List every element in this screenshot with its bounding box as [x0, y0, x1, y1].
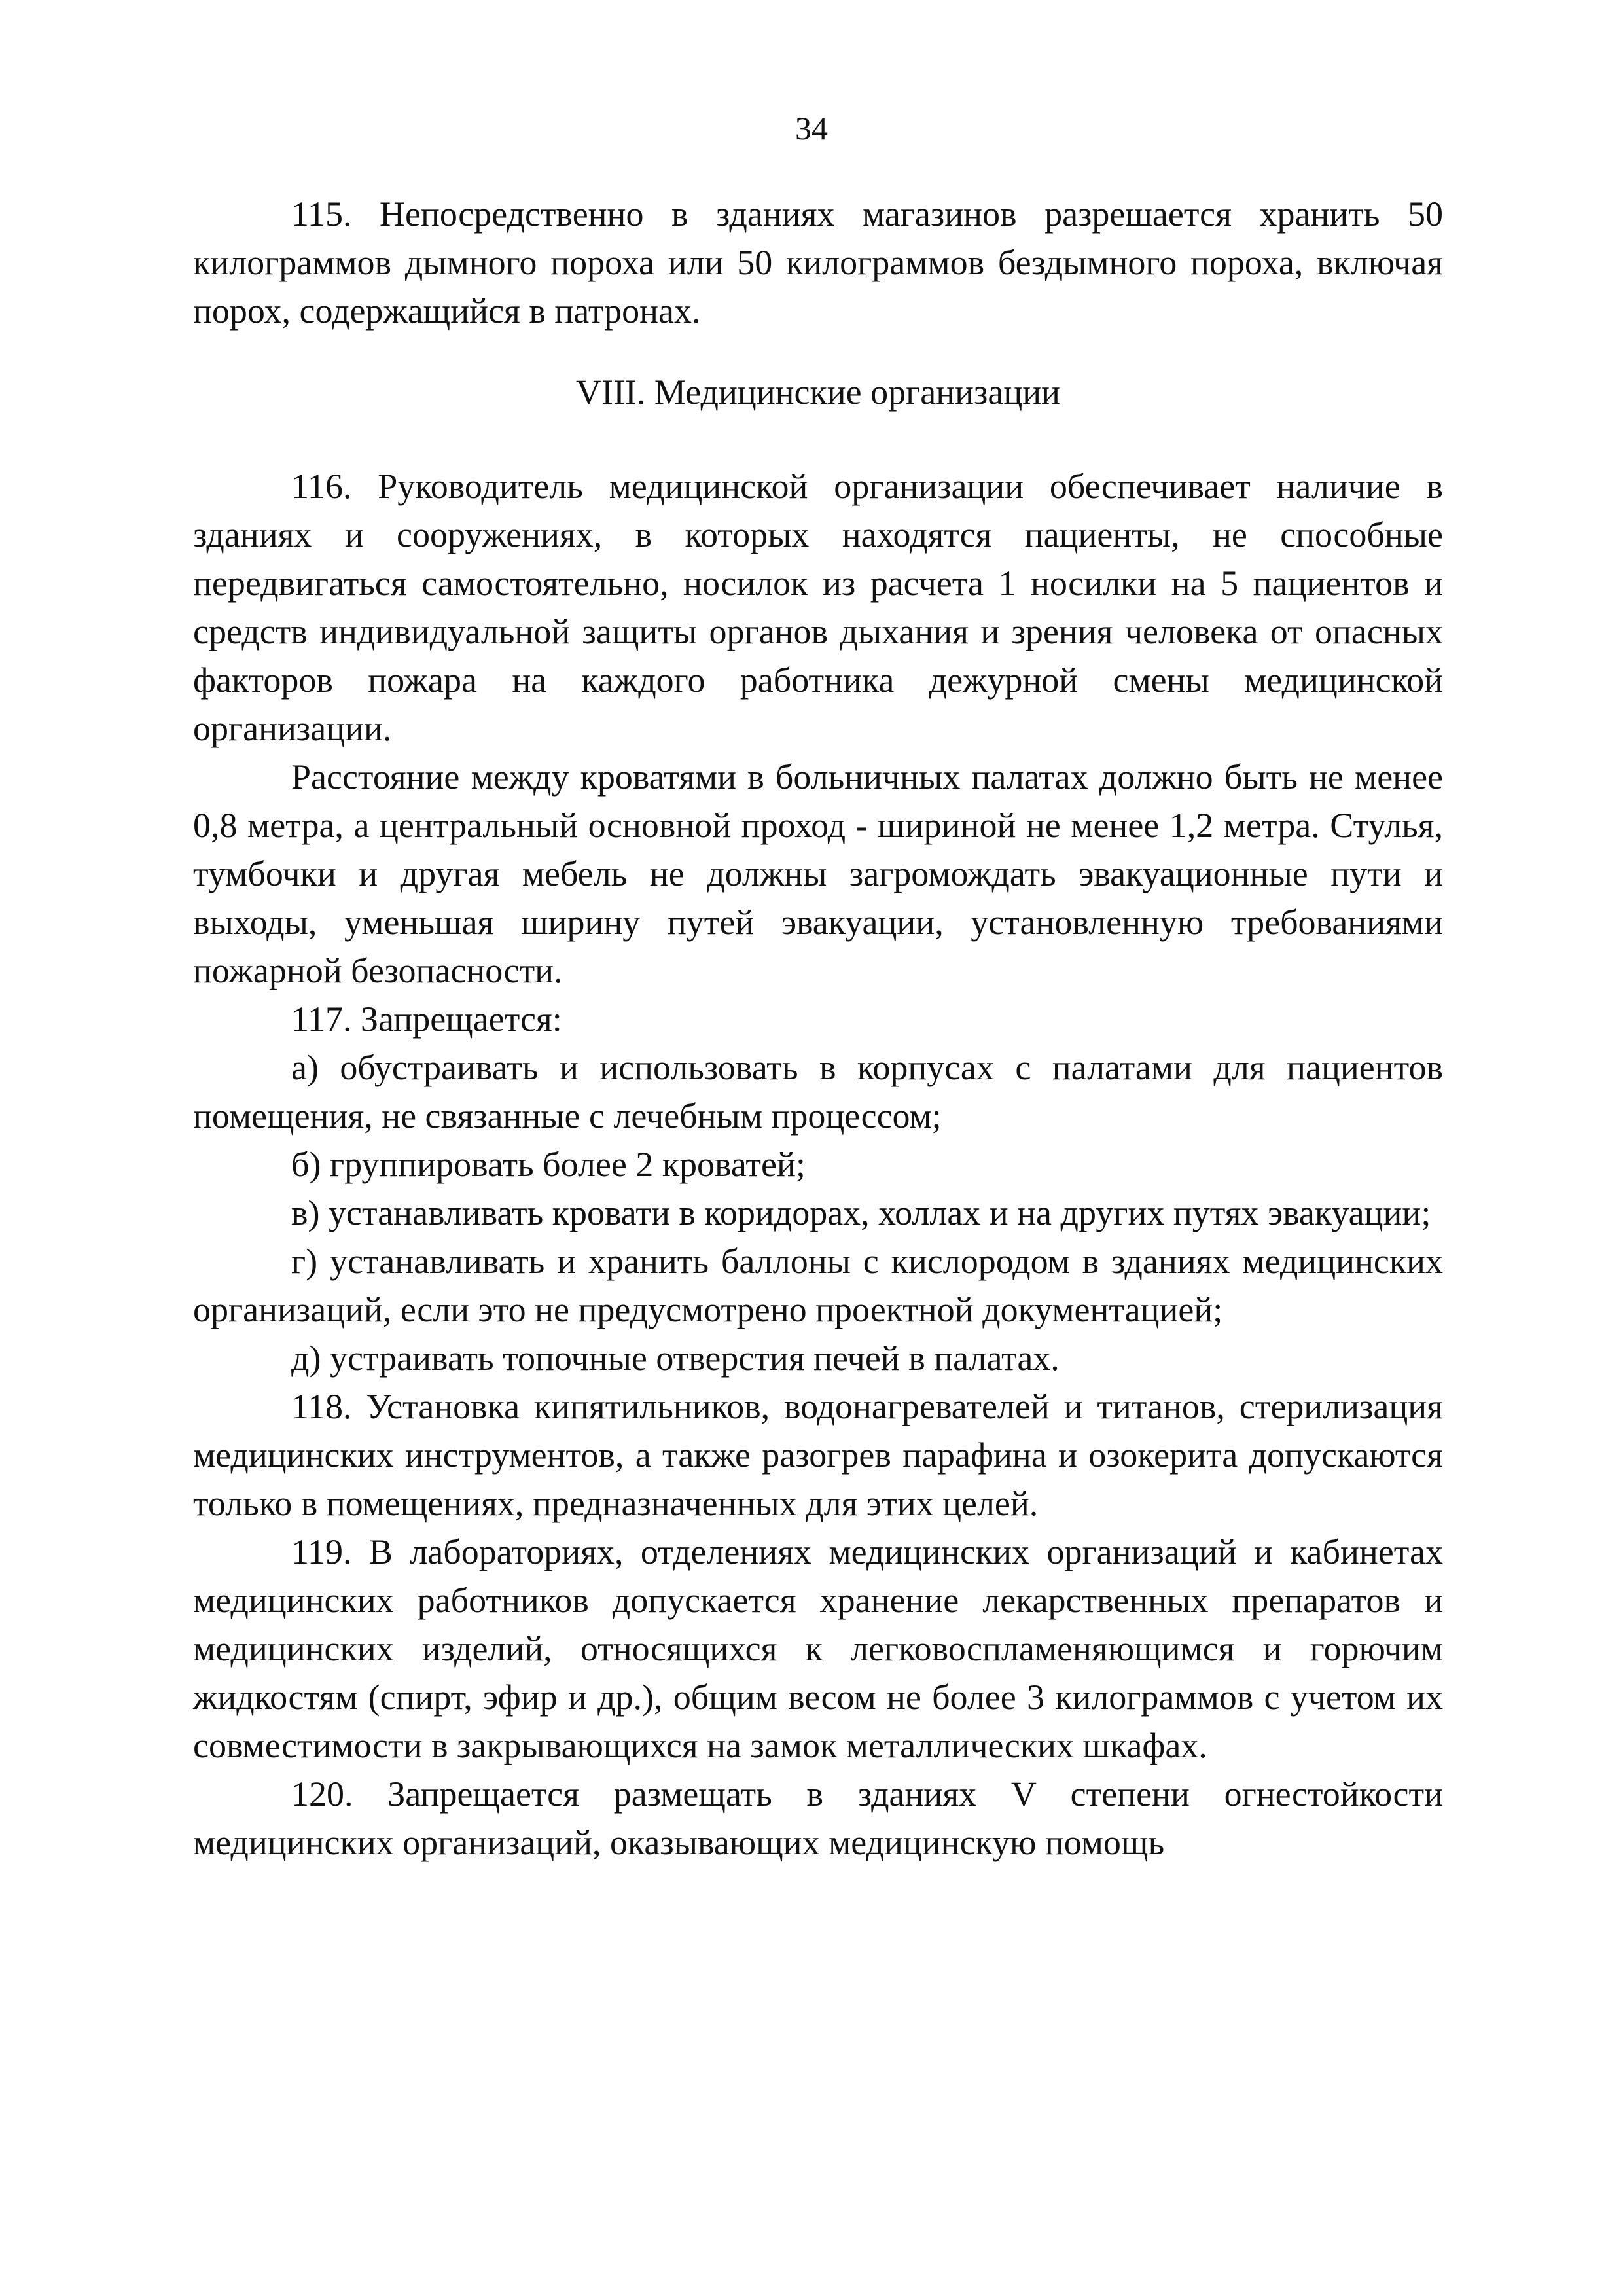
list-item-d: д) устраивать топочные отверстия печей в палатах. — [291, 1338, 1060, 1378]
paragraph-120: 120. Запрещается размещать в зданиях V степени огнестойкости медицинских организаций, оказывающих медицинскую помощь — [193, 1774, 1443, 1862]
list-item-g: г) устанавливать и хранить баллоны с кислородом в зданиях медицинских организаций, если это не предусмотрено проектной документацией; — [193, 1242, 1443, 1329]
paragraph-116: 116. Руководитель медицинской организации обеспечивает наличие в зданиях и сооружениях, в которых находятся пациенты, не способные передвигаться самостоятельно, носилок из расчета 1 носилки на 5 пациентов и средств индивидуальной защиты органов дыхания и зрения человека от опасных факторов пожара на каждого работника дежурной смены медицинской организации. — [193, 467, 1443, 748]
section-heading: VIII. Медицинские организации — [575, 372, 1061, 412]
paragraph-119: 119. В лабораториях, отделениях медицинских организаций и кабинетах медицинских работников допускается хранение лекарственных препаратов и медицинских изделий, относящихся к легковоспламеняющимся и горючим жидкостям (спирт, эфир и др.), общим весом не более 3 килограммов с учетом их совместимости в закрывающихся на замок металлических шкафах. — [193, 1532, 1443, 1765]
paragraph-116-continued: Расстояние между кроватями в больничных палатах должно быть не менее 0,8 метра, а центральный основной проход - шириной не менее 1,2 метра. Стулья, тумбочки и другая мебель не должны загромождать эвакуационные пути и выходы, уменьшая ширину путей эвакуации, установленную требованиями пожарной безопасности. — [193, 757, 1443, 990]
document-body — [193, 190, 1443, 1867]
list-item-b: б) группировать более 2 кроватей; — [291, 1145, 806, 1184]
page-number: 34 — [795, 110, 828, 147]
list-item-v: в) устанавливать кровати в коридорах, холлах и на других путях эвакуации; — [291, 1193, 1431, 1232]
list-item-a: а) обустраивать и использовать в корпусах с палатами для пациентов помещения, не связанные с лечебным процессом; — [193, 1048, 1443, 1136]
paragraph-115: 115. Непосредственно в зданиях магазинов разрешается хранить 50 килограммов дымного пороха или 50 килограммов бездымного пороха, включая порох, содержащийся в патронах. — [193, 194, 1443, 331]
paragraph-118: 118. Установка кипятильников, водонагревателей и титанов, стерилизация медицинских инструментов, а также разогрев парафина и озокерита допускаются только в помещениях, предназначенных для этих целей. — [193, 1387, 1443, 1523]
paragraph-117: 117. Запрещается: — [291, 999, 562, 1039]
